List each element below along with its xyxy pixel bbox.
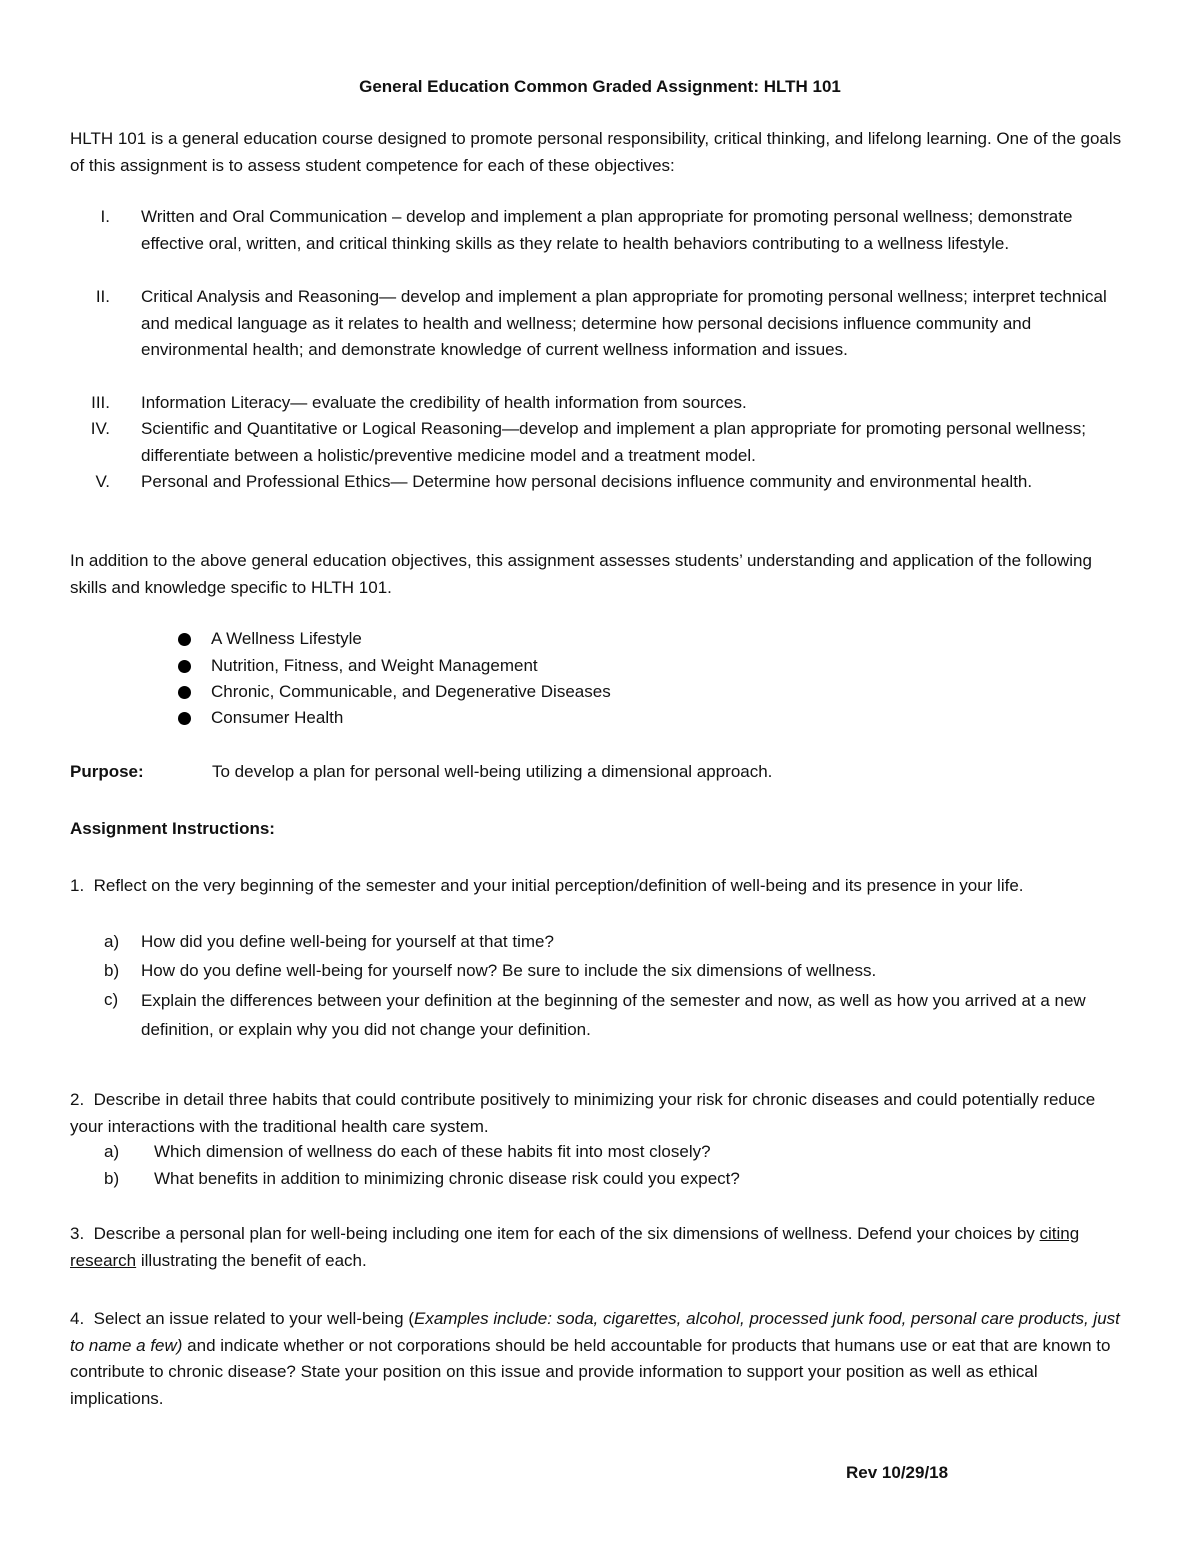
question-text: Reflect on the very beginning of the semester and your initial perception/definition of well-being and its presence in your life. (93, 876, 1024, 895)
question-2 (70, 1087, 1132, 1140)
sub-question-text: How did you define well-being for yourself at that time? (141, 932, 554, 951)
question-number: 1. (70, 876, 85, 895)
sub-question-text: What benefits in addition to minimizing chronic disease risk could you expect? (154, 1169, 740, 1188)
objective-number: III. (91, 393, 110, 412)
objective-text: Critical Analysis and Reasoning— develop and implement a plan appropriate for promoting personal wellness; interpret technical and medical language as it relates to health and wellness; determine how personal decisions influence community and environmental health; and demonstrate knowledge of current wellness information and issues. (141, 287, 1107, 359)
objective-text: Scientific and Quantitative or Logical Reasoning—develop and implement a plan appropriate for promoting personal wellness; differentiate between a holistic/preventive medicine model and a treatment model. (141, 419, 1086, 465)
skill-text: Nutrition, Fitness, and Weight Management (211, 656, 538, 675)
citing-research-text: citing research (70, 1224, 1080, 1270)
question-3 (70, 1221, 1132, 1274)
skill-text: Chronic, Communicable, and Degenerative Diseases (211, 682, 611, 701)
document-title: General Education Common Graded Assignment: HLTH 101 (359, 77, 841, 96)
objective-number: II. (95, 287, 110, 306)
sub-question-label: a) (104, 1142, 120, 1161)
question-number: 4. (70, 1309, 85, 1328)
skill-text: A Wellness Lifestyle (211, 629, 362, 648)
objective-number: I. (100, 207, 110, 226)
question-number: 2. (70, 1090, 85, 1109)
bullet-icon (178, 633, 191, 646)
instructions-heading: Assignment Instructions: (70, 819, 275, 838)
purpose-text: To develop a plan for personal well-being utilizing a dimensional approach. (212, 762, 773, 781)
sub-question-label: c) (104, 990, 119, 1009)
purpose-label: Purpose: (70, 762, 144, 781)
objective-text: Written and Oral Communication – develop and implement a plan appropriate for promoting personal wellness; demonstrate effective oral, written, and critical thinking skills as they relate to health behaviors contributing to a wellness lifestyle. (141, 207, 1073, 253)
question-text-end: and indicate whether or not corporations should be held accountable for products that humans use or eat that are known to contribute to chronic disease? State your position on this issue and provide information to support your position as well as ethical implications. (70, 1335, 1111, 1408)
sub-question-text: Explain the differences between your definition at the beginning of the semester and now, as well as how you arrived at a new definition, or explain why you did not change your definition. (141, 991, 1086, 1039)
bullet-icon (178, 686, 191, 699)
question-number: 3. (70, 1224, 85, 1243)
objective-text: Personal and Professional Ethics— Determine how personal decisions influence community and environmental health. (141, 472, 1033, 491)
bullet-icon (178, 660, 191, 673)
skill-text: Consumer Health (211, 708, 344, 727)
revision-date: Rev 10/29/18 (846, 1463, 949, 1482)
sub-question-label: a) (104, 932, 120, 951)
sub-question-label: b) (104, 1169, 120, 1188)
objective-number: IV. (90, 419, 110, 438)
question-text: Describe a personal plan for well-being including one item for each of the six dimensions of wellness. Defend your choices by (93, 1224, 1040, 1243)
question-examples: Examples include: soda, cigarettes, alcohol, processed junk food, personal care products, just to name a few) (70, 1309, 1120, 1355)
addition-paragraph: In addition to the above general education objectives, this assignment assesses students’ understanding and application of the following skills and knowledge specific to HLTH 101. (70, 551, 1092, 597)
sub-question-label: b) (104, 961, 120, 980)
question-text: Select an issue related to your well-being ( (93, 1309, 414, 1328)
bullet-icon (178, 712, 191, 725)
question-text-end: illustrating the benefit of each. (136, 1250, 367, 1270)
question-text: Describe in detail three habits that could contribute positively to minimizing your risk for chronic diseases and could potentially reduce your interactions with the traditional health care system. (70, 1090, 1096, 1136)
sub-question-text: How do you define well-being for yourself now? Be sure to include the six dimensions of wellness. (141, 961, 877, 980)
sub-question-text: Which dimension of wellness do each of these habits fit into most closely? (154, 1142, 711, 1161)
intro-paragraph: HLTH 101 is a general education course designed to promote personal responsibility, critical thinking, and lifelong learning. One of the goals of this assignment is to assess student competence for each of these objectives: (70, 129, 1122, 175)
objective-number: V. (95, 472, 110, 491)
question-4 (70, 1306, 1132, 1412)
question-1 (70, 873, 1132, 900)
objective-text: Information Literacy— evaluate the credibility of health information from sources. (141, 393, 747, 412)
